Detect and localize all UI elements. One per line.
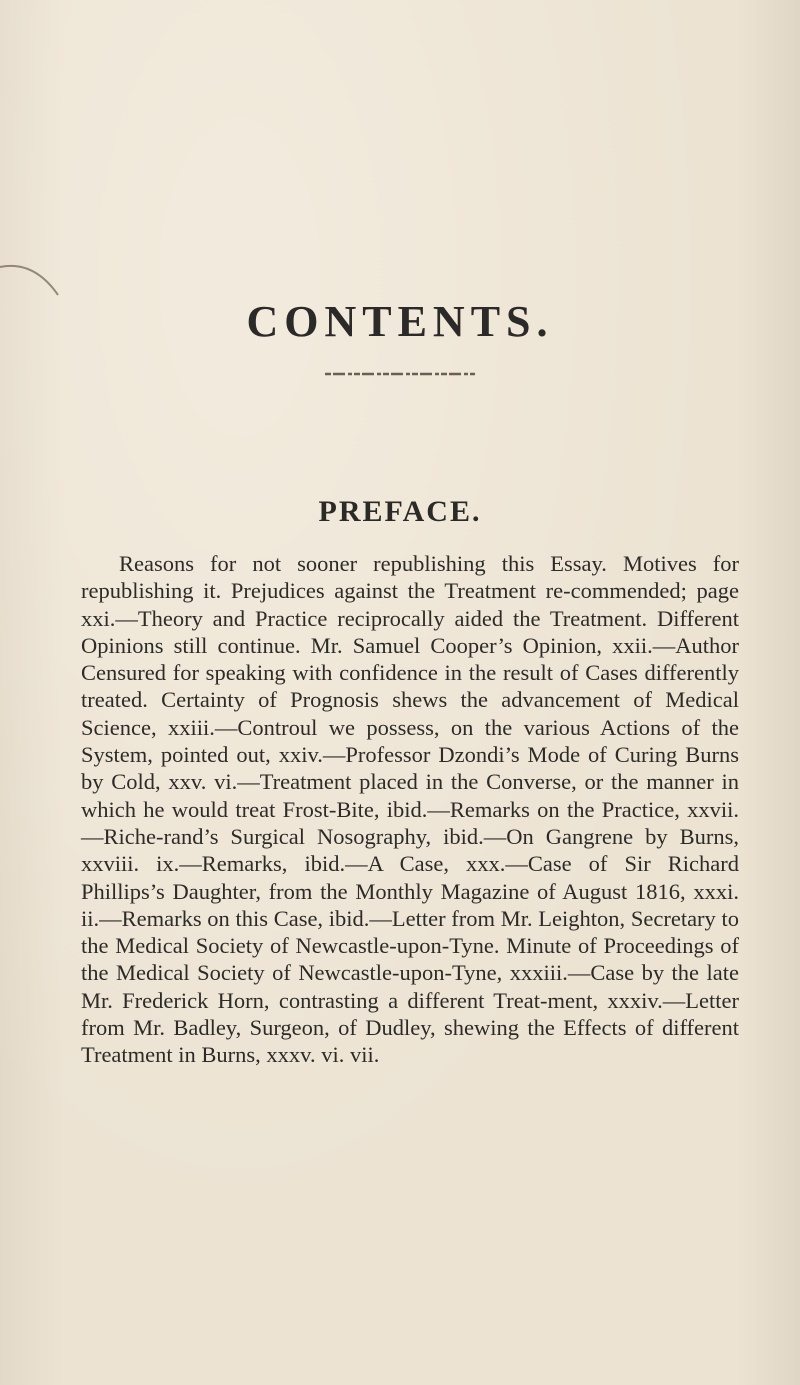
section-heading: PREFACE.: [318, 495, 482, 528]
preface-text: Reasons for not sooner republishing this Essay. Motives for republishing it. Prejudices against the Treatment re-commended; page xxi.—Theory and Practice reciprocally aided the Treatment. Different Opinions still continue. Mr. Samuel Cooper’s Opinion, xxii.—Author Censured for speaking with confidence in the result of Cases differently treated. Certainty of Prognosis shews the advancement of Medical Science, xxiii.—Controul we possess, on the various Actions of the System, pointed out, xxiv.—Professor Dzondi’s Mode of Curing Burns by Cold, xxv. vi.—Treatment placed in the Converse, or the manner in which he would treat Frost-Bite, ibid.—Remarks on the Practice, xxvii.—Riche-rand’s Surgical Nosography, ibid.—On Gangrene by Burns, xxviii. ix.—Remarks, ibid.—A Case, xxx.—Case of Sir Richard Phillips’s Daughter, from the Monthly Magazine of August 1816, xxxi. ii.—Remarks on this Case, ibid.—Letter from Mr. Leighton, Secretary to the Medical Society of Newcastle-upon-Tyne. Minute of Proceedings of the Medical Society of Newcastle-upon-Tyne, xxxiii.—Case by the late Mr. Frederick Horn, contrasting a different Treat-ment, xxxiv.—Letter from Mr. Badley, Surgeon, of Dudley, shewing the Effects of different Treatment in Burns, xxxv. vi. vii.: [81, 551, 739, 1068]
title-rule: [325, 371, 475, 377]
page-edge-mark: [0, 255, 70, 305]
page-title: CONTENTS.: [246, 297, 554, 346]
preface-paragraph: [81, 550, 739, 1069]
